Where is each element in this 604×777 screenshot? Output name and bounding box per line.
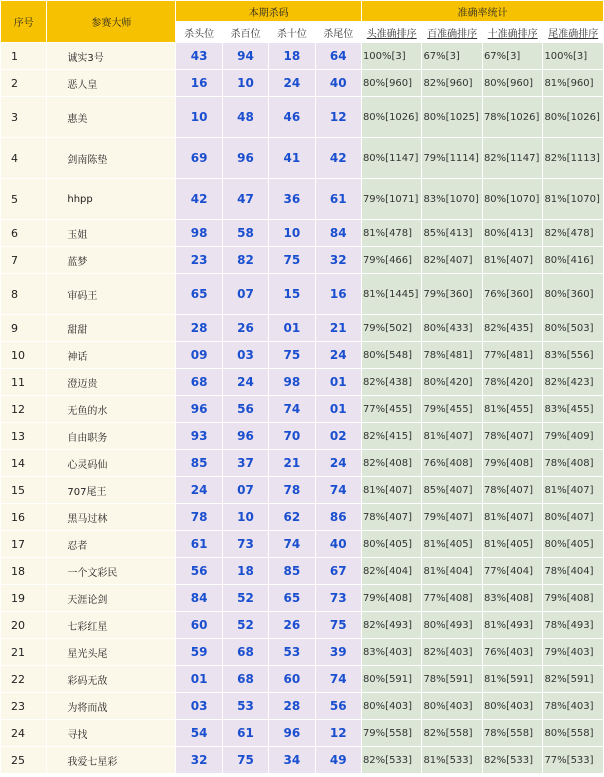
row-index: 5 xyxy=(1,179,47,220)
kill-number: 85 xyxy=(176,450,222,477)
kill-number: 75 xyxy=(269,342,315,369)
kill-number: 21 xyxy=(315,315,361,342)
accuracy-stat: 78%[408] xyxy=(543,450,604,477)
accuracy-stat: 80%[1147] xyxy=(361,138,422,179)
accuracy-stat: 79%[1114] xyxy=(422,138,483,179)
kill-number: 24 xyxy=(176,477,222,504)
kill-number: 69 xyxy=(176,138,222,179)
accuracy-stat: 78%[403] xyxy=(543,693,604,720)
kill-number: 10 xyxy=(176,97,222,138)
row-index: 12 xyxy=(1,396,47,423)
accuracy-stat: 81%[1070] xyxy=(543,179,604,220)
kill-number: 52 xyxy=(222,612,268,639)
kill-number: 61 xyxy=(315,179,361,220)
accuracy-stat: 80%[558] xyxy=(543,720,604,747)
accuracy-stat: 80%[548] xyxy=(361,342,422,369)
kill-col-header: 杀十位 xyxy=(269,22,315,43)
accuracy-stat: 80%[416] xyxy=(543,247,604,274)
accuracy-stat: 80%[433] xyxy=(422,315,483,342)
accuracy-stat: 82%[408] xyxy=(361,450,422,477)
accuracy-stat: 76%[360] xyxy=(482,274,543,315)
row-index: 25 xyxy=(1,747,47,774)
master-name: 心灵码仙 xyxy=(47,450,176,477)
kill-number: 96 xyxy=(176,396,222,423)
accuracy-stat: 78%[1026] xyxy=(482,97,543,138)
table-row xyxy=(1,477,604,504)
accuracy-stat: 79%[360] xyxy=(422,274,483,315)
table-row xyxy=(1,747,604,774)
kill-number: 02 xyxy=(315,423,361,450)
accuracy-stat: 78%[420] xyxy=(482,369,543,396)
master-name: 澄迈贵 xyxy=(47,369,176,396)
row-index: 7 xyxy=(1,247,47,274)
kill-number: 01 xyxy=(176,666,222,693)
kill-number: 68 xyxy=(222,666,268,693)
row-index: 20 xyxy=(1,612,47,639)
kill-number: 21 xyxy=(269,450,315,477)
kill-number: 18 xyxy=(269,43,315,70)
master-name: 彩码无敌 xyxy=(47,666,176,693)
master-name: 惠美 xyxy=(47,97,176,138)
kill-number: 01 xyxy=(269,315,315,342)
accuracy-stat: 78%[481] xyxy=(422,342,483,369)
row-index: 16 xyxy=(1,504,47,531)
kill-col-header: 杀百位 xyxy=(222,22,268,43)
accuracy-stat: 83%[556] xyxy=(543,342,604,369)
kill-number: 32 xyxy=(176,747,222,774)
kill-number: 53 xyxy=(222,693,268,720)
kill-number: 47 xyxy=(222,179,268,220)
kill-number: 10 xyxy=(222,504,268,531)
accuracy-stat: 79%[502] xyxy=(361,315,422,342)
master-name: 甜甜 xyxy=(47,315,176,342)
kill-number: 18 xyxy=(222,558,268,585)
kill-number: 84 xyxy=(176,585,222,612)
table-row xyxy=(1,531,604,558)
master-name: 707尾王 xyxy=(47,477,176,504)
accuracy-stat: 76%[403] xyxy=(482,639,543,666)
accuracy-stat: 80%[403] xyxy=(361,693,422,720)
kill-number: 40 xyxy=(315,531,361,558)
kill-number: 74 xyxy=(315,666,361,693)
table-row xyxy=(1,450,604,477)
kill-number: 52 xyxy=(222,585,268,612)
table-row xyxy=(1,396,604,423)
master-name: 蓝梦 xyxy=(47,247,176,274)
accuracy-stat: 77%[533] xyxy=(543,747,604,774)
accuracy-stat: 80%[493] xyxy=(422,612,483,639)
accuracy-stat: 85%[413] xyxy=(422,220,483,247)
kill-number: 98 xyxy=(176,220,222,247)
row-index: 8 xyxy=(1,274,47,315)
kill-number: 09 xyxy=(176,342,222,369)
accuracy-stat: 80%[360] xyxy=(543,274,604,315)
accuracy-stat: 78%[404] xyxy=(543,558,604,585)
master-name: 一个文彩民 xyxy=(47,558,176,585)
table-row xyxy=(1,43,604,70)
accuracy-stat: 81%[407] xyxy=(422,423,483,450)
row-index: 14 xyxy=(1,450,47,477)
accuracy-stat: 81%[1445] xyxy=(361,274,422,315)
kill-number: 01 xyxy=(315,396,361,423)
kill-number: 42 xyxy=(315,138,361,179)
table-row xyxy=(1,138,604,179)
kill-number: 37 xyxy=(222,450,268,477)
kill-number: 62 xyxy=(269,504,315,531)
kill-number: 82 xyxy=(222,247,268,274)
table-row xyxy=(1,247,604,274)
accuracy-stat: 82%[435] xyxy=(482,315,543,342)
stat-col-header-link[interactable]: 十准确排序 xyxy=(482,22,543,43)
kill-number: 53 xyxy=(269,639,315,666)
kill-number: 75 xyxy=(269,247,315,274)
kill-number: 24 xyxy=(269,70,315,97)
accuracy-stat: 79%[455] xyxy=(422,396,483,423)
accuracy-stat: 82%[1147] xyxy=(482,138,543,179)
kill-number: 56 xyxy=(315,693,361,720)
kill-number: 28 xyxy=(269,693,315,720)
kill-number: 78 xyxy=(269,477,315,504)
master-name: 星光头尾 xyxy=(47,639,176,666)
kill-number: 96 xyxy=(222,423,268,450)
master-name: 神话 xyxy=(47,342,176,369)
master-name: 自由职务 xyxy=(47,423,176,450)
row-index: 3 xyxy=(1,97,47,138)
kill-number: 39 xyxy=(315,639,361,666)
kill-number: 23 xyxy=(176,247,222,274)
accuracy-stat: 83%[455] xyxy=(543,396,604,423)
accuracy-stat: 81%[960] xyxy=(543,70,604,97)
accuracy-stat: 79%[1071] xyxy=(361,179,422,220)
accuracy-stat: 79%[407] xyxy=(422,504,483,531)
accuracy-stat: 82%[403] xyxy=(422,639,483,666)
row-index: 23 xyxy=(1,693,47,720)
accuracy-stat: 100%[3] xyxy=(361,43,422,70)
master-name: 审码王 xyxy=(47,274,176,315)
accuracy-stat: 80%[1070] xyxy=(482,179,543,220)
kill-number: 65 xyxy=(176,274,222,315)
kill-number: 73 xyxy=(222,531,268,558)
row-index: 24 xyxy=(1,720,47,747)
kill-number: 42 xyxy=(176,179,222,220)
accuracy-stat: 80%[591] xyxy=(361,666,422,693)
row-index: 2 xyxy=(1,70,47,97)
table-row xyxy=(1,639,604,666)
accuracy-stat: 81%[404] xyxy=(422,558,483,585)
accuracy-stat: 82%[478] xyxy=(543,220,604,247)
accuracy-stat: 78%[493] xyxy=(543,612,604,639)
row-index: 18 xyxy=(1,558,47,585)
accuracy-stat: 83%[403] xyxy=(361,639,422,666)
table-row xyxy=(1,369,604,396)
kill-number: 10 xyxy=(222,70,268,97)
kill-number: 07 xyxy=(222,274,268,315)
table-row xyxy=(1,693,604,720)
row-index: 11 xyxy=(1,369,47,396)
kill-number: 86 xyxy=(315,504,361,531)
row-index: 9 xyxy=(1,315,47,342)
stat-col-header-link[interactable]: 头准确排序 xyxy=(361,22,422,43)
table-row xyxy=(1,504,604,531)
accuracy-stat: 80%[1025] xyxy=(422,97,483,138)
accuracy-stat: 79%[409] xyxy=(543,423,604,450)
kill-number: 70 xyxy=(269,423,315,450)
kill-number: 12 xyxy=(315,720,361,747)
accuracy-stat: 83%[1070] xyxy=(422,179,483,220)
accuracy-stat: 76%[408] xyxy=(422,450,483,477)
row-index: 15 xyxy=(1,477,47,504)
accuracy-stat: 81%[405] xyxy=(422,531,483,558)
kill-number: 26 xyxy=(269,612,315,639)
master-name: 剑南陈垫 xyxy=(47,138,176,179)
kill-number: 24 xyxy=(222,369,268,396)
accuracy-stat: 82%[493] xyxy=(361,612,422,639)
accuracy-stat: 82%[533] xyxy=(482,747,543,774)
kill-number: 74 xyxy=(269,396,315,423)
kill-number: 03 xyxy=(222,342,268,369)
kill-number: 68 xyxy=(222,639,268,666)
accuracy-stat: 80%[403] xyxy=(482,693,543,720)
kill-number: 96 xyxy=(222,138,268,179)
accuracy-stat: 78%[407] xyxy=(482,423,543,450)
table-row xyxy=(1,585,604,612)
accuracy-stat: 80%[503] xyxy=(543,315,604,342)
accuracy-stat: 81%[405] xyxy=(482,531,543,558)
kill-col-header: 杀尾位 xyxy=(315,22,361,43)
kill-number: 94 xyxy=(222,43,268,70)
accuracy-stat: 78%[407] xyxy=(482,477,543,504)
stat-col-header-link[interactable]: 尾准确排序 xyxy=(543,22,604,43)
accuracy-stat: 81%[407] xyxy=(543,477,604,504)
kill-number: 41 xyxy=(269,138,315,179)
accuracy-stat: 67%[3] xyxy=(422,43,483,70)
stat-group-header: 准确率统计 xyxy=(361,1,603,22)
kill-number: 43 xyxy=(176,43,222,70)
table-row xyxy=(1,274,604,315)
kill-number: 85 xyxy=(269,558,315,585)
table-row xyxy=(1,720,604,747)
kill-number: 56 xyxy=(222,396,268,423)
kill-number: 75 xyxy=(315,612,361,639)
row-index: 13 xyxy=(1,423,47,450)
kill-number: 46 xyxy=(269,97,315,138)
accuracy-stat: 82%[404] xyxy=(361,558,422,585)
kill-number: 75 xyxy=(222,747,268,774)
row-index: 1 xyxy=(1,43,47,70)
kill-number: 24 xyxy=(315,450,361,477)
kill-number: 48 xyxy=(222,97,268,138)
accuracy-stat: 82%[407] xyxy=(422,247,483,274)
master-name: 诚实3号 xyxy=(47,43,176,70)
table-row xyxy=(1,423,604,450)
accuracy-stat: 81%[407] xyxy=(482,247,543,274)
kill-number: 96 xyxy=(269,720,315,747)
kill-number: 54 xyxy=(176,720,222,747)
kill-number: 58 xyxy=(222,220,268,247)
stat-col-header-link[interactable]: 百准确排序 xyxy=(422,22,483,43)
kill-number: 10 xyxy=(269,220,315,247)
row-index: 4 xyxy=(1,138,47,179)
row-index: 22 xyxy=(1,666,47,693)
accuracy-stat: 100%[3] xyxy=(543,43,604,70)
accuracy-stat: 80%[403] xyxy=(422,693,483,720)
accuracy-stat: 78%[407] xyxy=(361,504,422,531)
kill-number: 36 xyxy=(269,179,315,220)
kill-number: 16 xyxy=(176,70,222,97)
master-name: 为将而战 xyxy=(47,693,176,720)
kill-col-header: 杀头位 xyxy=(176,22,222,43)
kill-number: 59 xyxy=(176,639,222,666)
kill-number: 40 xyxy=(315,70,361,97)
name-header: 参赛大师 xyxy=(47,1,176,43)
kill-number: 07 xyxy=(222,477,268,504)
accuracy-stat: 82%[533] xyxy=(361,747,422,774)
accuracy-stat: 77%[455] xyxy=(361,396,422,423)
kill-number: 64 xyxy=(315,43,361,70)
master-name: 天涯论剑 xyxy=(47,585,176,612)
accuracy-stat: 79%[403] xyxy=(543,639,604,666)
kill-number: 61 xyxy=(176,531,222,558)
accuracy-stat: 82%[1113] xyxy=(543,138,604,179)
accuracy-stat: 79%[408] xyxy=(543,585,604,612)
row-index: 6 xyxy=(1,220,47,247)
kill-number: 34 xyxy=(269,747,315,774)
master-name: 我爱七星彩 xyxy=(47,747,176,774)
kill-number: 12 xyxy=(315,97,361,138)
accuracy-stat: 81%[407] xyxy=(361,477,422,504)
accuracy-stat: 82%[415] xyxy=(361,423,422,450)
accuracy-stat: 82%[558] xyxy=(422,720,483,747)
accuracy-stat: 80%[405] xyxy=(543,531,604,558)
accuracy-stat: 81%[493] xyxy=(482,612,543,639)
accuracy-stat: 79%[466] xyxy=(361,247,422,274)
accuracy-stat: 81%[478] xyxy=(361,220,422,247)
table-row xyxy=(1,97,604,138)
master-name: hhpp xyxy=(47,179,176,220)
table-row xyxy=(1,70,604,97)
table-row xyxy=(1,179,604,220)
kill-number: 74 xyxy=(269,531,315,558)
table-body xyxy=(1,43,604,774)
kill-number: 93 xyxy=(176,423,222,450)
kill-number: 01 xyxy=(315,369,361,396)
accuracy-stat: 81%[455] xyxy=(482,396,543,423)
master-name: 七彩红星 xyxy=(47,612,176,639)
kill-number: 03 xyxy=(176,693,222,720)
master-name: 玉姐 xyxy=(47,220,176,247)
accuracy-stat: 77%[481] xyxy=(482,342,543,369)
table-row xyxy=(1,315,604,342)
kill-number: 24 xyxy=(315,342,361,369)
accuracy-stat: 78%[558] xyxy=(482,720,543,747)
accuracy-stat: 85%[407] xyxy=(422,477,483,504)
kill-number: 56 xyxy=(176,558,222,585)
master-name: 黑马过林 xyxy=(47,504,176,531)
kill-number: 74 xyxy=(315,477,361,504)
accuracy-stat: 80%[1026] xyxy=(361,97,422,138)
index-header: 序号 xyxy=(1,1,47,43)
row-index: 10 xyxy=(1,342,47,369)
kill-number: 61 xyxy=(222,720,268,747)
accuracy-stat: 80%[405] xyxy=(361,531,422,558)
master-name: 寻找 xyxy=(47,720,176,747)
accuracy-stat: 80%[420] xyxy=(422,369,483,396)
accuracy-stat: 82%[960] xyxy=(422,70,483,97)
accuracy-stat: 80%[407] xyxy=(543,504,604,531)
row-index: 17 xyxy=(1,531,47,558)
table-row xyxy=(1,220,604,247)
table-row xyxy=(1,558,604,585)
accuracy-stat: 81%[407] xyxy=(482,504,543,531)
accuracy-stat: 80%[960] xyxy=(482,70,543,97)
kill-number: 49 xyxy=(315,747,361,774)
kill-number: 98 xyxy=(269,369,315,396)
accuracy-stat: 79%[408] xyxy=(482,450,543,477)
kill-number: 28 xyxy=(176,315,222,342)
accuracy-stat: 67%[3] xyxy=(482,43,543,70)
accuracy-stat: 82%[438] xyxy=(361,369,422,396)
header-row xyxy=(1,1,604,22)
kill-number: 60 xyxy=(176,612,222,639)
accuracy-stat: 79%[408] xyxy=(361,585,422,612)
accuracy-stat: 80%[413] xyxy=(482,220,543,247)
kill-number: 26 xyxy=(222,315,268,342)
table-row xyxy=(1,612,604,639)
master-name: 恶人皇 xyxy=(47,70,176,97)
accuracy-stat: 78%[591] xyxy=(422,666,483,693)
row-index: 21 xyxy=(1,639,47,666)
accuracy-stat: 81%[591] xyxy=(482,666,543,693)
accuracy-stat: 82%[423] xyxy=(543,369,604,396)
kill-number: 16 xyxy=(315,274,361,315)
kill-number: 32 xyxy=(315,247,361,274)
master-name: 忍者 xyxy=(47,531,176,558)
accuracy-stat: 80%[1026] xyxy=(543,97,604,138)
table-row xyxy=(1,666,604,693)
accuracy-stat: 83%[408] xyxy=(482,585,543,612)
accuracy-stat: 79%[558] xyxy=(361,720,422,747)
kill-number: 65 xyxy=(269,585,315,612)
accuracy-stat: 82%[591] xyxy=(543,666,604,693)
kill-number: 78 xyxy=(176,504,222,531)
kill-number: 60 xyxy=(269,666,315,693)
kill-number: 84 xyxy=(315,220,361,247)
table-row xyxy=(1,342,604,369)
accuracy-stat: 77%[404] xyxy=(482,558,543,585)
accuracy-stat: 77%[408] xyxy=(422,585,483,612)
master-name: 无鱼的水 xyxy=(47,396,176,423)
kill-number: 67 xyxy=(315,558,361,585)
kill-number: 15 xyxy=(269,274,315,315)
kill-number: 73 xyxy=(315,585,361,612)
accuracy-stat: 81%[533] xyxy=(422,747,483,774)
accuracy-stat: 80%[960] xyxy=(361,70,422,97)
kill-number: 68 xyxy=(176,369,222,396)
row-index: 19 xyxy=(1,585,47,612)
kill-group-header: 本期杀码 xyxy=(176,1,362,22)
